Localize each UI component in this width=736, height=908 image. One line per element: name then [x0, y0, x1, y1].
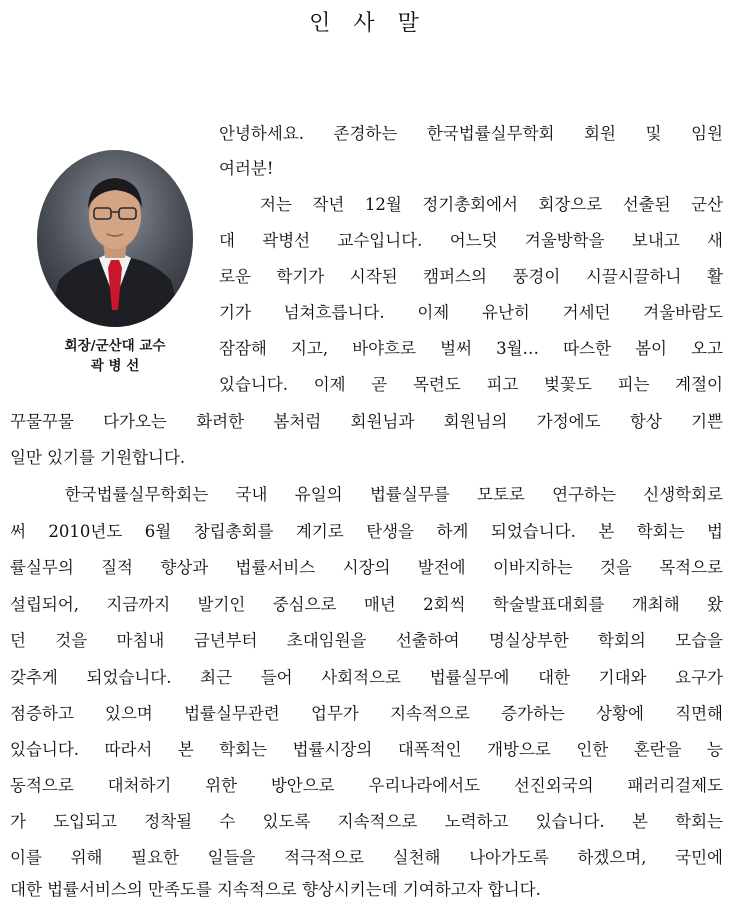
- body-line: 갖추게 되었습니다. 최근 들어 사회적으로 법률실무에 대한 기대와 요구가: [10, 668, 723, 687]
- page-title: 인 사 말: [309, 11, 427, 36]
- portrait-illustration: [37, 150, 193, 327]
- body-line: 써 2010년도 6월 창립총회를 계기로 탄생을 하게 되었습니다. 본 학회는 법: [10, 522, 723, 541]
- body-line: 여러분!: [219, 159, 274, 178]
- body-line: 있습니다. 따라서 본 학회는 법률시장의 대폭적인 개방으로 인한 혼란을 능: [10, 740, 723, 759]
- body-line: 기가 넘쳐흐릅니다. 이제 유난히 거세던 겨울바람도: [219, 303, 723, 322]
- body-line: 가 도입되고 정착될 수 있도록 지속적으로 노력하고 있습니다. 본 학회는: [10, 812, 723, 831]
- body-line: 이를 위해 필요한 일들을 적극적으로 실천해 나아가도록 하겠으며, 국민에: [10, 848, 723, 867]
- body-line: 한국법률실무학회는 국내 유일의 법률실무를 모토로 연구하는 신생학회로: [10, 485, 723, 504]
- body-line: 있습니다. 이제 곧 목련도 피고 벚꽃도 피는 계절이: [219, 375, 723, 394]
- body-line: 률실무의 질적 향상과 법률서비스 시장의 발전에 이바지하는 것을 목적으로: [10, 558, 723, 577]
- body-line: 대한 법률서비스의 만족도를 지속적으로 향상시키는데 기여하고자 합니다.: [10, 880, 541, 899]
- body-line: 꾸물꾸물 다가오는 화려한 봄처럼 회원님과 회원님의 가정에도 항상 기쁜: [10, 412, 723, 431]
- body-line: 설립되어, 지금까지 발기인 중심으로 매년 2회씩 학술발표대회를 개최해 왔: [10, 595, 723, 614]
- body-line: 저는 작년 12월 정기총회에서 회장으로 선출된 군산: [219, 195, 723, 214]
- body-line: 일만 있기를 기원합니다.: [10, 448, 186, 467]
- body-line: 던 것을 마침내 금년부터 초대임원을 선출하여 명실상부한 학회의 모습을: [10, 631, 723, 650]
- body-line: 점증하고 있으며 법률실무관련 업무가 지속적으로 증가하는 상황에 직면해: [10, 704, 723, 723]
- body-line: 대 곽병선 교수입니다. 어느덧 겨울방학을 보내고 새: [219, 231, 723, 250]
- body-line: 동적으로 대처하기 위한 방안으로 우리나라에서도 선진외국의 패러리걸제도: [10, 776, 723, 795]
- portrait-caption: [40, 336, 190, 376]
- caption-role: 회장/군산대 교수: [64, 338, 166, 354]
- caption-name: 곽 병 선: [90, 358, 140, 374]
- body-line: 로운 학기가 시작된 캠퍼스의 풍경이 시끌시끌하니 활: [219, 267, 723, 286]
- portrait-photo: [37, 150, 193, 327]
- body-line: 잠잠해 지고, 바야흐로 벌써 3월… 따스한 봄이 오고: [219, 339, 723, 358]
- body-line: 안녕하세요. 존경하는 한국법률실무학회 회원 및 임원: [219, 124, 723, 143]
